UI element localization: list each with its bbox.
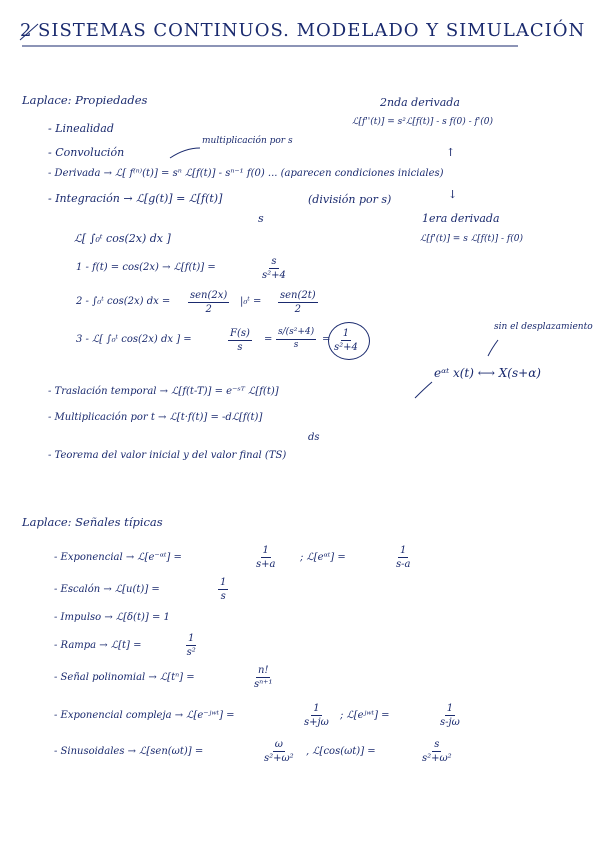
prop-traslacion: - Traslación temporal → ℒ[f(t-T)] = e⁻ˢᵀ ℒ[f(t)] <box>48 386 279 397</box>
first-derivative-eq: ℒ[f'(t)] = s ℒ[f(t)] - f(0) <box>420 234 524 244</box>
fraction-num: s/(s²+4) <box>276 328 316 340</box>
second-derivative-title: 2nda derivada <box>380 96 460 109</box>
fraction-den: s+a <box>256 559 276 570</box>
integracion-note: (división por s) <box>308 193 392 206</box>
section-heading-properties: Laplace: Propiedades <box>22 93 148 107</box>
prop-teorema: - Teorema del valor inicial y del valor final (TS) <box>48 450 287 461</box>
example-step-2: 2 - ∫₀ᵗ cos(2x) dx = <box>76 296 171 307</box>
fraction-den: s <box>220 591 226 602</box>
fraction-den: s <box>237 342 243 353</box>
multiplicacion-denominator: ds <box>308 432 320 443</box>
fraction-num: 1 <box>400 545 407 556</box>
title-number: 2 <box>20 20 33 41</box>
signal-sinusoidales-frac-2 <box>422 739 452 764</box>
fraction-num: ω <box>274 739 283 750</box>
signal-exponencial: - Exponencial → ℒ[e⁻ᵅᵗ] = <box>54 552 182 563</box>
signal-escalon-frac <box>218 577 228 602</box>
example-step-3-frac-1 <box>228 328 252 353</box>
fraction-num: 1 <box>188 633 195 644</box>
shift-equation: eᵅᵗ x(t) ⟷ X(s+α) <box>434 366 541 380</box>
page-title: SISTEMAS CONTINUOS. MODELADO Y SIMULACIÓN <box>38 20 586 41</box>
prop-integracion: - Integración → ℒ[g(t)] = ℒ[f(t)] <box>48 192 223 205</box>
signal-polinomial: - Señal polinomial → ℒ[tⁿ] = <box>54 672 195 683</box>
example-step-2-frac-2 <box>278 290 318 315</box>
fraction-num: 1 <box>313 703 320 714</box>
signal-exponencial-compleja-frac-1 <box>304 703 329 728</box>
fraction-den: s²+ω² <box>422 753 452 764</box>
equals-sign: = <box>322 334 331 345</box>
fraction-den: s² <box>186 647 196 658</box>
fraction-den: 2 <box>294 304 302 315</box>
signal-escalon: - Escalón → ℒ[u(t)] = <box>54 584 160 595</box>
example-heading: ℒ[ ∫₀ᵗ cos(2x) dx ] <box>74 232 171 245</box>
example-step-1-result <box>262 256 286 281</box>
fraction-num: 1 <box>342 328 350 339</box>
example-step-2-frac-1 <box>188 290 229 315</box>
fraction-den: s²+4 <box>334 342 358 353</box>
first-derivative-title: 1era derivada <box>422 212 500 225</box>
fraction-num: F(s) <box>230 328 250 339</box>
signal-exponencial-frac-2 <box>396 545 410 570</box>
fraction-num: 1 <box>220 577 227 588</box>
fraction-num: sen(2x) <box>190 290 228 301</box>
fraction-den: s+jω <box>304 717 329 728</box>
fraction-num: n! <box>258 665 269 676</box>
equals-sign: = <box>264 334 273 345</box>
second-derivative-eq: ℒ[f''(t)] = s²ℒ[f(t)] - s f(0) - f'(0) <box>352 117 494 127</box>
fraction-den: s²+ω² <box>264 753 294 764</box>
prop-derivada: - Derivada → ℒ[ f⁽ⁿ⁾(t)] = sⁿ ℒ[f(t)] - sⁿ⁻¹ f(0) ... (aparecen condiciones iniciales) <box>48 168 444 179</box>
prop-convolucion: - Convolución <box>48 146 125 159</box>
signal-rampa-frac <box>186 633 196 658</box>
example-step-3-frac-2 <box>276 328 316 351</box>
signal-impulso: - Impulso → ℒ[δ(t)] = 1 <box>54 612 170 623</box>
example-step-1: 1 - f(t) = cos(2x) → ℒ[f(t)] = <box>76 262 216 273</box>
integracion-denominator: s <box>258 212 264 225</box>
prop-multiplicacion: - Multiplicación por t → ℒ[t·f(t)] = -dℒ[f(t)] <box>48 412 263 423</box>
signal-exponencial-compleja: - Exponencial compleja → ℒ[e⁻ʲʷᵗ] = <box>54 710 235 721</box>
fraction-den: s-jω <box>440 717 460 728</box>
fraction-num: 1 <box>446 703 454 714</box>
signal-sinusoidales-mid: , ℒ[cos(ωt)] = <box>306 746 376 757</box>
signal-sinusoidales-frac-1 <box>264 739 294 764</box>
signal-exponencial-frac-1 <box>256 545 275 570</box>
signal-exponencial-compleja-mid: ; ℒ[eʲʷᵗ] = <box>340 710 390 721</box>
fraction-den: s²+4 <box>262 270 286 281</box>
signal-sinusoidales: - Sinusoidales → ℒ[sen(ωt)] = <box>54 746 204 757</box>
signal-exponencial-mid: ; ℒ[eᵅᵗ] = <box>300 552 346 563</box>
mult-note: multiplicación por s <box>202 136 293 146</box>
signal-polinomial-frac <box>254 665 272 690</box>
example-step-2-bar: |₀ᵗ = <box>240 296 262 307</box>
fraction-den: sⁿ⁺¹ <box>254 679 273 690</box>
example-step-3: 3 - ℒ[ ∫₀ᵗ cos(2x) dx ] = <box>76 334 192 345</box>
fraction-den: 2 <box>205 304 212 315</box>
arrow-up: ↑ <box>446 146 456 159</box>
fraction-num: s <box>271 256 277 267</box>
section-heading-signals: Laplace: Señales típicas <box>22 515 163 529</box>
fraction-den: s-a <box>396 559 411 570</box>
fraction-num: sen(2t) <box>280 290 316 301</box>
shift-note: sin el desplazamiento <box>494 322 593 332</box>
signal-rampa: - Rampa → ℒ[t] = <box>54 640 142 651</box>
prop-linealidad: - Linealidad <box>48 122 114 135</box>
fraction-den: s <box>293 339 299 350</box>
fraction-num: 1 <box>262 545 269 556</box>
fraction-num: s <box>434 739 440 750</box>
example-step-3-result <box>334 328 358 353</box>
signal-exponencial-compleja-frac-2 <box>440 703 460 728</box>
arrow-down: ↓ <box>448 188 458 201</box>
